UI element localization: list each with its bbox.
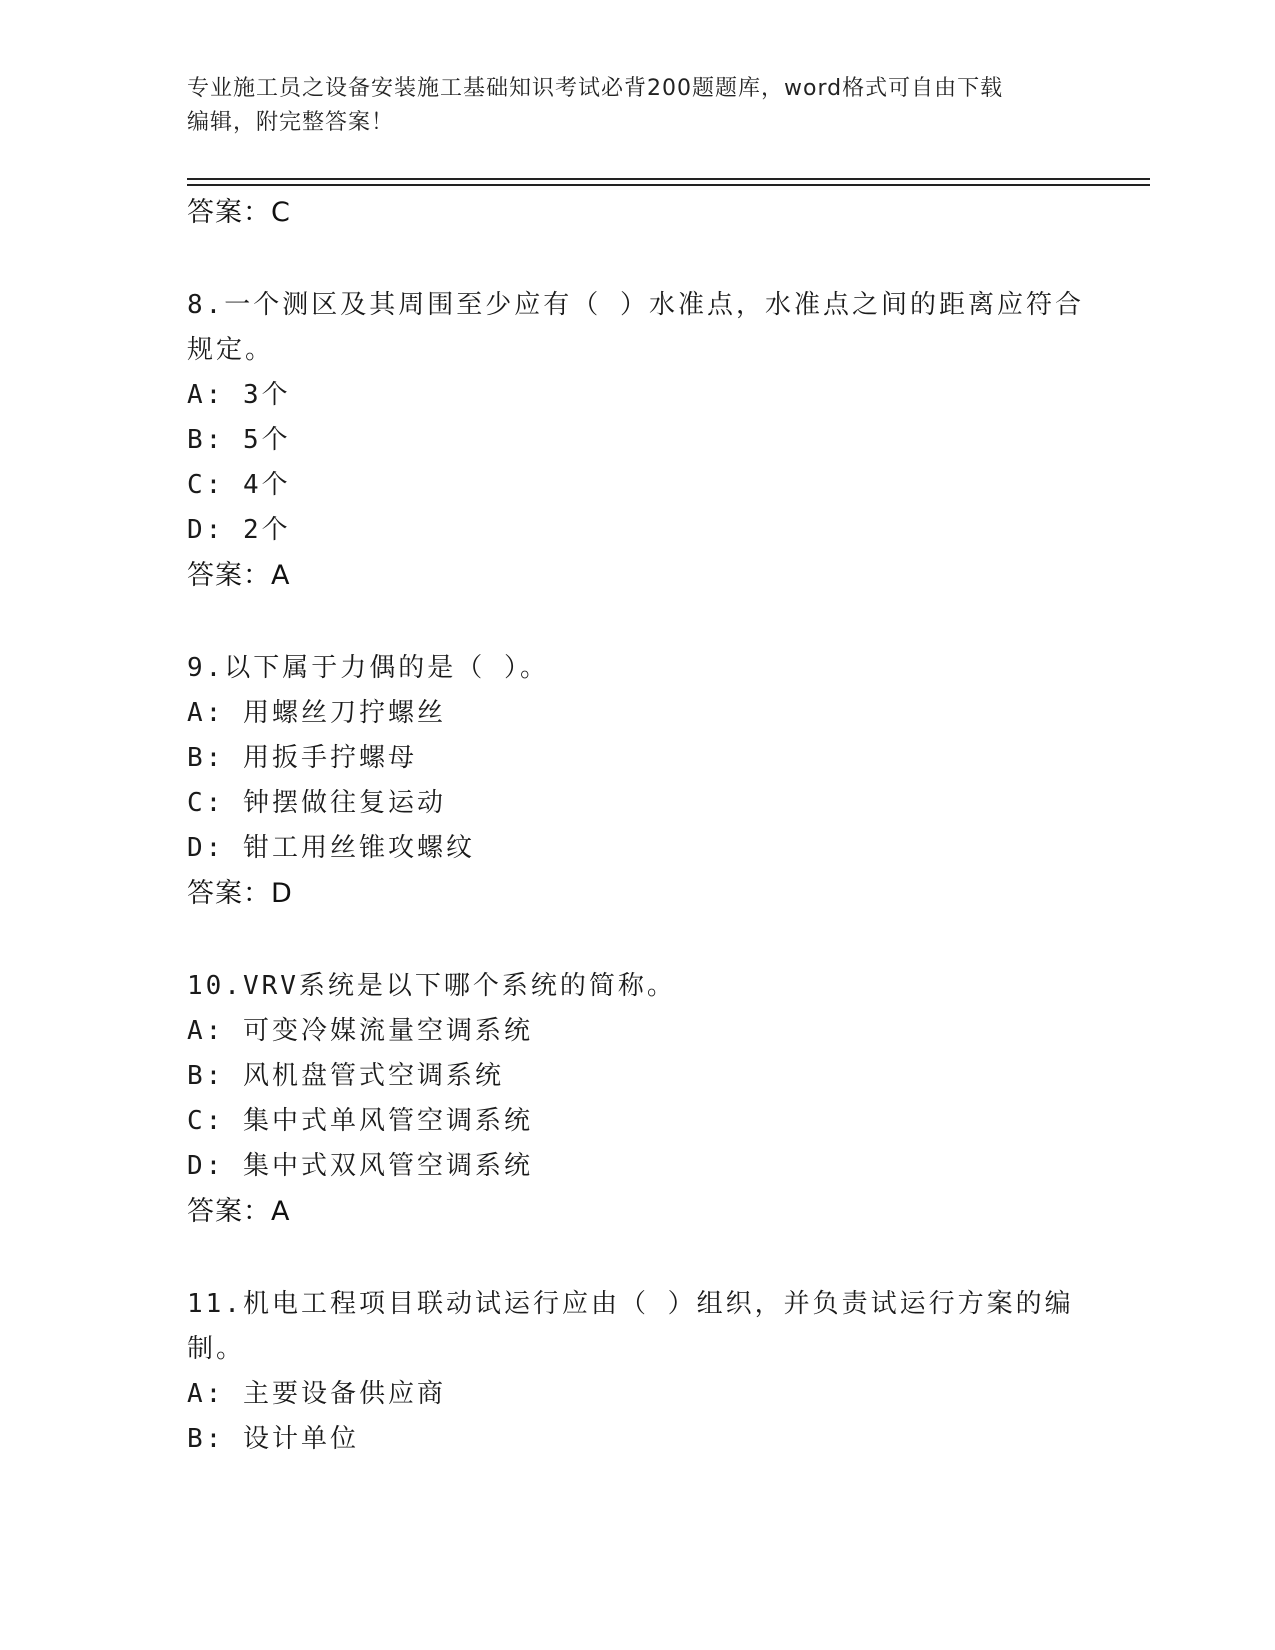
header-divider-top bbox=[187, 178, 1150, 180]
option-b: B: 设计单位 bbox=[187, 1424, 359, 1454]
question-text-continued: 规定。 bbox=[187, 335, 275, 365]
answer-label: 答案：D bbox=[187, 878, 293, 909]
option-b: B: 风机盘管式空调系统 bbox=[187, 1061, 504, 1091]
question-block bbox=[187, 283, 1087, 598]
document-body bbox=[187, 190, 1087, 1462]
question-text: 11.机电工程项目联动试运行应由（ ）组织，并负责试运行方案的编 bbox=[187, 1289, 1074, 1319]
answer-label: 答案：A bbox=[187, 1196, 291, 1227]
question-block bbox=[187, 964, 1087, 1234]
option-c: C: 钟摆做往复运动 bbox=[187, 788, 446, 818]
option-d: D: 集中式双风管空调系统 bbox=[187, 1151, 533, 1181]
option-a: A: 可变冷媒流量空调系统 bbox=[187, 1016, 533, 1046]
option-d: D: 2个 bbox=[187, 515, 291, 545]
question-block bbox=[187, 646, 1087, 916]
option-c: C: 4个 bbox=[187, 470, 291, 500]
document-header bbox=[187, 72, 1087, 140]
question-block bbox=[187, 1282, 1087, 1462]
answer-label: 答案：C bbox=[187, 197, 291, 228]
question-text: 8.一个测区及其周围至少应有（ ）水准点，水准点之间的距离应符合 bbox=[187, 290, 1084, 320]
option-d: D: 钳工用丝锥攻螺纹 bbox=[187, 833, 475, 863]
question-text: 10.VRV系统是以下哪个系统的简称。 bbox=[187, 971, 676, 1001]
option-a: A: 用螺丝刀拧螺丝 bbox=[187, 698, 446, 728]
header-line-1: 专业施工员之设备安装施工基础知识考试必背200题题库，word格式可自由下载 bbox=[187, 76, 1004, 101]
option-b: B: 5个 bbox=[187, 425, 291, 455]
question-text-continued: 制。 bbox=[187, 1334, 246, 1364]
header-line-2: 编辑，附完整答案！ bbox=[187, 110, 395, 135]
option-b: B: 用扳手拧螺母 bbox=[187, 743, 417, 773]
answer-label: 答案：A bbox=[187, 560, 291, 591]
question-text: 9.以下属于力偶的是（ ）。 bbox=[187, 653, 549, 683]
option-a: A: 主要设备供应商 bbox=[187, 1379, 446, 1409]
option-c: C: 集中式单风管空调系统 bbox=[187, 1106, 533, 1136]
option-a: A: 3个 bbox=[187, 380, 291, 410]
header-divider-bottom bbox=[187, 184, 1150, 186]
